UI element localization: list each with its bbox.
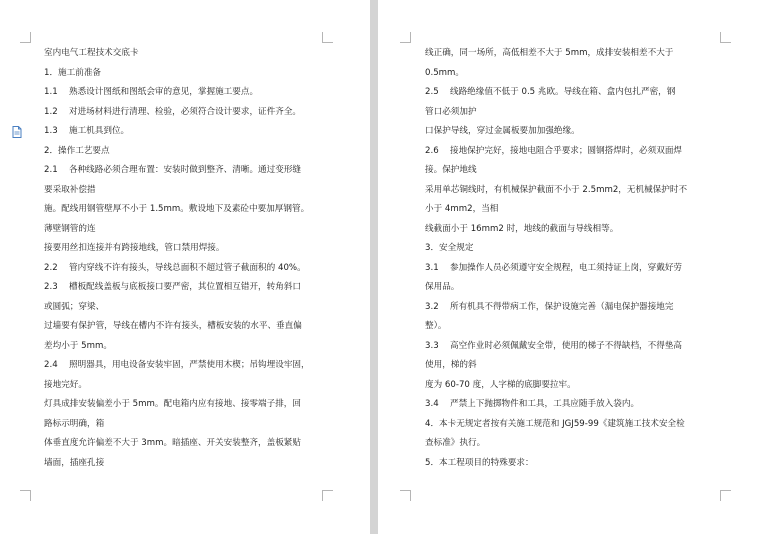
crop-mark (322, 490, 333, 501)
document-page-left (0, 0, 370, 534)
page-gutter (370, 0, 378, 534)
text-line: 2．操作工艺要点 (44, 145, 110, 156)
document-page-right (378, 0, 760, 534)
text-line: 口保护导线，穿过金属板要加加强绝缘。 (425, 126, 580, 136)
text-line: 3.4 严禁上下抛掷物件和工具，工具应随手放入袋内。 (425, 399, 640, 409)
text-line: 采用单芯铜线时，有机械保护截面不小于 2.5mm2，无机械保护时不 (425, 184, 688, 195)
text-line: 2.2 管内穿线不许有接头，导线总面积不超过管子截面积的 40%。 (44, 262, 306, 273)
text-line: 接。保护地线 (425, 165, 477, 175)
text-line: 墙面，插座孔接 (44, 457, 105, 468)
crop-mark (20, 490, 31, 501)
text-line: 过墙要有保护管，导线在槽内不许有接头，槽板安装的水平、垂直偏 (44, 321, 302, 331)
text-line: 使用，梯的斜 (425, 360, 477, 370)
text-line: 灯具成排安装偏差小于 5mm。配电箱内应有接地、接零端子排，回 (44, 399, 301, 409)
text-line: 1.3 施工机具到位。 (44, 126, 130, 136)
text-line: 3.1 参加操作人员必须遵守安全规程，电工须持证上岗，穿戴好劳 (425, 262, 683, 273)
text-line: 0.5mm。 (425, 67, 465, 78)
text-line: 2.4 照明器具，用电设备安装牢固，严禁使用木楔；吊钩埋设牢固， (44, 360, 310, 370)
crop-mark (720, 32, 731, 43)
right-page-body (425, 44, 717, 473)
text-line: 接地完好。 (44, 379, 87, 390)
text-line: 路标示明确，箱 (44, 418, 105, 429)
text-line: 或圆弧；穿梁、 (44, 301, 105, 312)
text-line: 1.2 对进场材料进行清理、检验，必须符合设计要求，证件齐全。 (44, 106, 302, 117)
text-line: 薄壁钢管的连 (44, 223, 96, 234)
text-line: 4．本卡无规定者按有关施工规范和 JGJ59-99《建筑施工技术安全检 (425, 418, 685, 429)
text-line: 度为 60-70 度，人字梯的底脚要拉牢。 (425, 379, 576, 390)
text-line: 小于 4mm2，当相 (425, 204, 499, 214)
document-outline-icon[interactable] (10, 124, 24, 138)
text-line: 3.3 高空作业时必须佩戴安全带，使用的梯子不得缺档，不得垫高 (425, 340, 683, 351)
text-line: 3.2 所有机具不得带病工作，保护设施完善（漏电保护器接地完 (425, 301, 674, 312)
text-line: 接要用丝扣连接并有跨接地线，管口禁用焊接。 (44, 243, 225, 253)
text-line: 整）。 (425, 321, 447, 331)
crop-mark (322, 32, 333, 43)
text-line: 室内电气工程技术交底卡 (44, 48, 139, 58)
text-line: 差均小于 5mm。 (44, 340, 112, 351)
text-line: 2.3 槽板配线盖板与底板接口要严密，其位置相互错开，转角斜口 (44, 282, 302, 292)
text-line: 线正确，同一场所，高低相差不大于 5mm，成排安装相差不大于 (425, 48, 674, 58)
text-line: 3．安全规定 (425, 243, 474, 253)
text-line: 2.6 接地保护完好，接地电阻合乎要求；圆钢搭焊时，必须双面焊 (425, 145, 683, 156)
text-line: 1.1 熟悉设计图纸和图纸会审的意见，掌握施工要点。 (44, 87, 259, 97)
crop-mark (20, 32, 31, 43)
text-line: 管口必须加护 (425, 106, 477, 117)
text-line: 保用品。 (425, 282, 460, 292)
text-line: 施。配线用钢管壁厚不小于 1.5mm。敷设地下及素砼中要加厚钢管。 (44, 204, 310, 214)
text-line: 线截面小于 16mm2 时，地线的截面与导线相等。 (425, 223, 619, 234)
crop-mark (720, 490, 731, 501)
text-line: 2.5 线路绝缘值不低于 0.5 兆欧。导线在箱、盒内包扎严密，钢 (425, 87, 676, 97)
text-line: 1．施工前准备 (44, 67, 102, 78)
left-page-body (44, 44, 334, 473)
text-line: 要采取补偿措 (44, 184, 96, 195)
crop-mark (400, 32, 411, 43)
crop-mark (400, 490, 411, 501)
text-line: 5．本工程项目的特殊要求： (425, 457, 534, 468)
text-line: 体垂直度允许偏差不大于 3mm。暗插座、开关安装整齐，盖板紧贴 (44, 438, 301, 448)
text-line: 2.1 各种线路必须合理布置：安装时做到整齐、清晰。通过变形缝 (44, 165, 302, 175)
text-line: 查标准》执行。 (425, 438, 486, 448)
